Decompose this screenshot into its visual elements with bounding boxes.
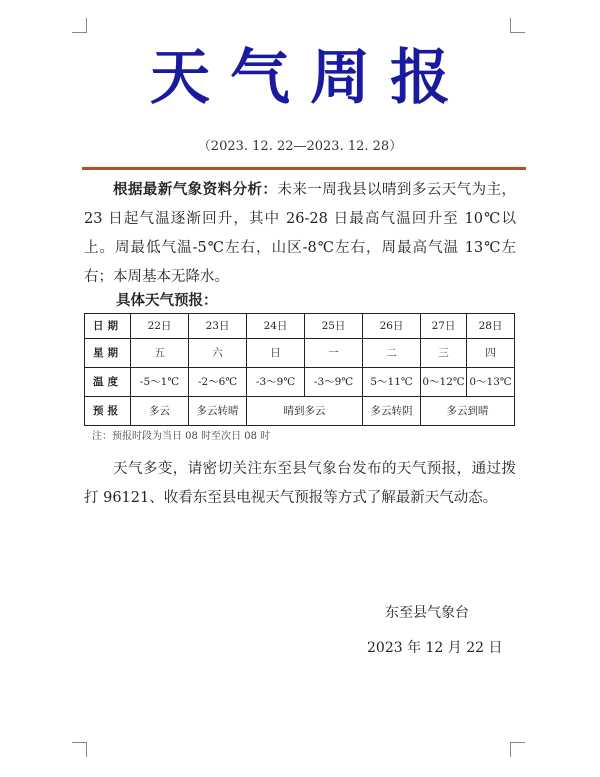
table-row-weekday [85, 338, 515, 367]
row-header-temp: 温度 [85, 367, 131, 396]
row-header-weekday: 星期 [85, 338, 131, 367]
temp-cell: -5～1℃ [131, 367, 189, 396]
date-cell: 22日 [131, 314, 189, 339]
temp-cell: 5～11℃ [363, 367, 421, 396]
analysis-text: 未来一周我县以晴到多云天气为主，23 日起气温逐渐回升，其中 26-28 日最高气温回升至 10℃以上。周最低气温-5℃左右，山区-8℃左右，周最高气温 13℃左右；本周基本无降水。 [84, 182, 517, 285]
analysis-label: 根据最新气象资料分析： [113, 181, 278, 198]
date-range: （2023. 12. 22—2023. 12. 28） [197, 139, 403, 154]
page-corner-mark [72, 742, 87, 757]
signature-org: 东至县气象台 [385, 605, 469, 621]
closing-paragraph: 天气多变，请密切关注东至县气象台发布的天气预报，通过拨打 96121、收看东至县电视天气预报等方式了解最新天气动态。 [84, 461, 516, 506]
date-cell: 23日 [189, 314, 247, 339]
temp-cell: 0～13℃ [467, 367, 515, 396]
table-row-temp [85, 367, 515, 396]
weekday-cell: 三 [421, 338, 467, 367]
forecast-cell: 多云转阴 [363, 396, 421, 425]
date-cell: 26日 [363, 314, 421, 339]
row-header-date: 日期 [85, 314, 131, 339]
date-cell: 24日 [247, 314, 305, 339]
signature-date: 2023 年 12 月 22 日 [367, 640, 503, 656]
row-header-forecast: 预报 [85, 396, 131, 425]
forecast-note: 注：预报时段为当日 08 时至次日 08 时 [92, 431, 271, 442]
temp-cell: -3～9℃ [247, 367, 305, 396]
weekday-cell: 一 [305, 338, 363, 367]
forecast-cell: 多云到晴 [421, 396, 515, 425]
weekday-cell: 日 [247, 338, 305, 367]
header-divider [82, 167, 526, 170]
forecast-cell: 晴到多云 [247, 396, 363, 425]
forecast-table [84, 313, 515, 426]
forecast-heading: 具体天气预报： [116, 292, 218, 309]
table-row-date [85, 314, 515, 339]
date-cell: 27日 [421, 314, 467, 339]
page-corner-mark [510, 18, 525, 33]
temp-cell: 0～12℃ [421, 367, 467, 396]
weekday-cell: 五 [131, 338, 189, 367]
forecast-cell: 多云 [131, 396, 189, 425]
page-corner-mark [72, 18, 87, 33]
date-cell: 28日 [467, 314, 515, 339]
table-row-forecast [85, 396, 515, 425]
weekday-cell: 二 [363, 338, 421, 367]
page-corner-mark [510, 742, 525, 757]
temp-cell: -3～9℃ [305, 367, 363, 396]
date-cell: 25日 [305, 314, 363, 339]
weekday-cell: 四 [467, 338, 515, 367]
weekday-cell: 六 [189, 338, 247, 367]
analysis-paragraph [84, 175, 516, 292]
temp-cell: -2～6℃ [189, 367, 247, 396]
forecast-cell: 多云转晴 [189, 396, 247, 425]
page-title: 天气周报 [150, 43, 470, 113]
